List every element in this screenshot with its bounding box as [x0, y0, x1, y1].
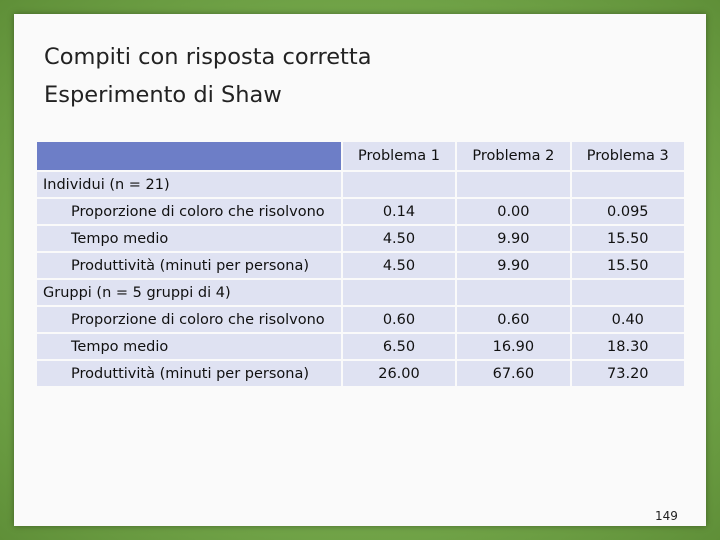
page-number: 149: [655, 509, 678, 523]
table-cell: 4.50: [343, 253, 455, 278]
table-header-row: [37, 142, 684, 170]
table-row: [37, 334, 684, 359]
column-header-problema-1: Problema 1: [343, 142, 455, 170]
table-row: [37, 199, 684, 224]
table-cell: 67.60: [457, 361, 569, 386]
table-cell: 0.095: [572, 199, 684, 224]
section-row-individui: [37, 172, 684, 197]
row-label: Tempo medio: [37, 334, 341, 359]
table-cell: 0.60: [457, 307, 569, 332]
empty-cell: [343, 172, 455, 197]
title-line-1: Compiti con risposta corretta: [44, 44, 372, 70]
table-row: [37, 361, 684, 386]
row-label: Produttività (minuti per persona): [37, 361, 341, 386]
empty-cell: [457, 280, 569, 305]
table-row: [37, 307, 684, 332]
table-cell: 15.50: [572, 253, 684, 278]
results-table: [35, 140, 686, 388]
table-row: [37, 226, 684, 251]
table-cell: 6.50: [343, 334, 455, 359]
table-cell: 0.14: [343, 199, 455, 224]
table-cell: 0.00: [457, 199, 569, 224]
row-label: Proporzione di coloro che risolvono: [37, 307, 341, 332]
table-cell: 9.90: [457, 253, 569, 278]
empty-cell: [572, 280, 684, 305]
table-cell: 4.50: [343, 226, 455, 251]
row-label: Tempo medio: [37, 226, 341, 251]
empty-cell: [343, 280, 455, 305]
table-cell: 0.60: [343, 307, 455, 332]
row-label: Produttività (minuti per persona): [37, 253, 341, 278]
table-cell: 73.20: [572, 361, 684, 386]
empty-cell: [457, 172, 569, 197]
table-cell: 18.30: [572, 334, 684, 359]
section-label: Gruppi (n = 5 gruppi di 4): [37, 280, 341, 305]
table-cell: 16.90: [457, 334, 569, 359]
table-cell: 26.00: [343, 361, 455, 386]
column-header-problema-3: Problema 3: [572, 142, 684, 170]
empty-cell: [572, 172, 684, 197]
section-label: Individui (n = 21): [37, 172, 341, 197]
section-row-gruppi: [37, 280, 684, 305]
header-blank-cell: [37, 142, 341, 170]
table-cell: 9.90: [457, 226, 569, 251]
table-row: [37, 253, 684, 278]
slide: [14, 14, 706, 526]
table-cell: 0.40: [572, 307, 684, 332]
title-line-2: Esperimento di Shaw: [44, 82, 282, 108]
column-header-problema-2: Problema 2: [457, 142, 569, 170]
table-cell: 15.50: [572, 226, 684, 251]
row-label: Proporzione di coloro che risolvono: [37, 199, 341, 224]
slide-title: [44, 38, 371, 114]
